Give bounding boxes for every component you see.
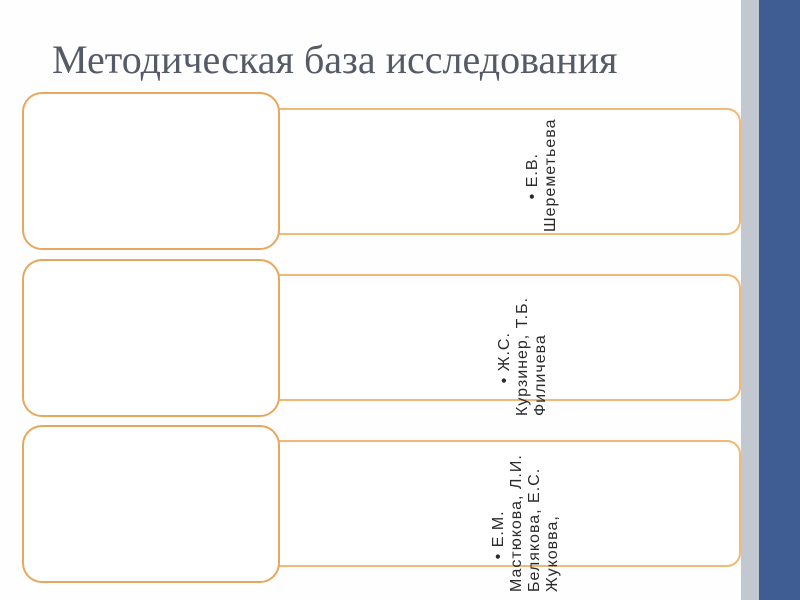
- row-2-box: [22, 259, 280, 417]
- row-2-bullet: •: [496, 371, 513, 384]
- row-3-text: [472, 432, 561, 592]
- row-3-label: Е.М. Мастюкова, Л.И. Белякова, Е.С. Жуковва,: [490, 448, 561, 592]
- row-2-label: Ж.С. Курзинер, Т.Б. Филичева: [496, 291, 549, 416]
- row-3-bullet: •: [490, 547, 507, 560]
- row-1-text-bar: [250, 108, 741, 235]
- decorative-side-band: [741, 0, 800, 600]
- row-3-text-bar: [250, 440, 741, 592]
- row-1-bullet: •: [524, 187, 541, 200]
- row-1-box: [22, 92, 280, 250]
- row-3-box: [22, 425, 280, 583]
- row-2-text: [478, 268, 558, 416]
- row-1-text: [506, 112, 562, 232]
- slide-title: Методическая база исследования: [52, 37, 618, 82]
- row-1-label: Е.В. Шереметьева: [524, 118, 559, 232]
- row-2-text-bar: [250, 274, 741, 416]
- side-band-light: [741, 0, 759, 600]
